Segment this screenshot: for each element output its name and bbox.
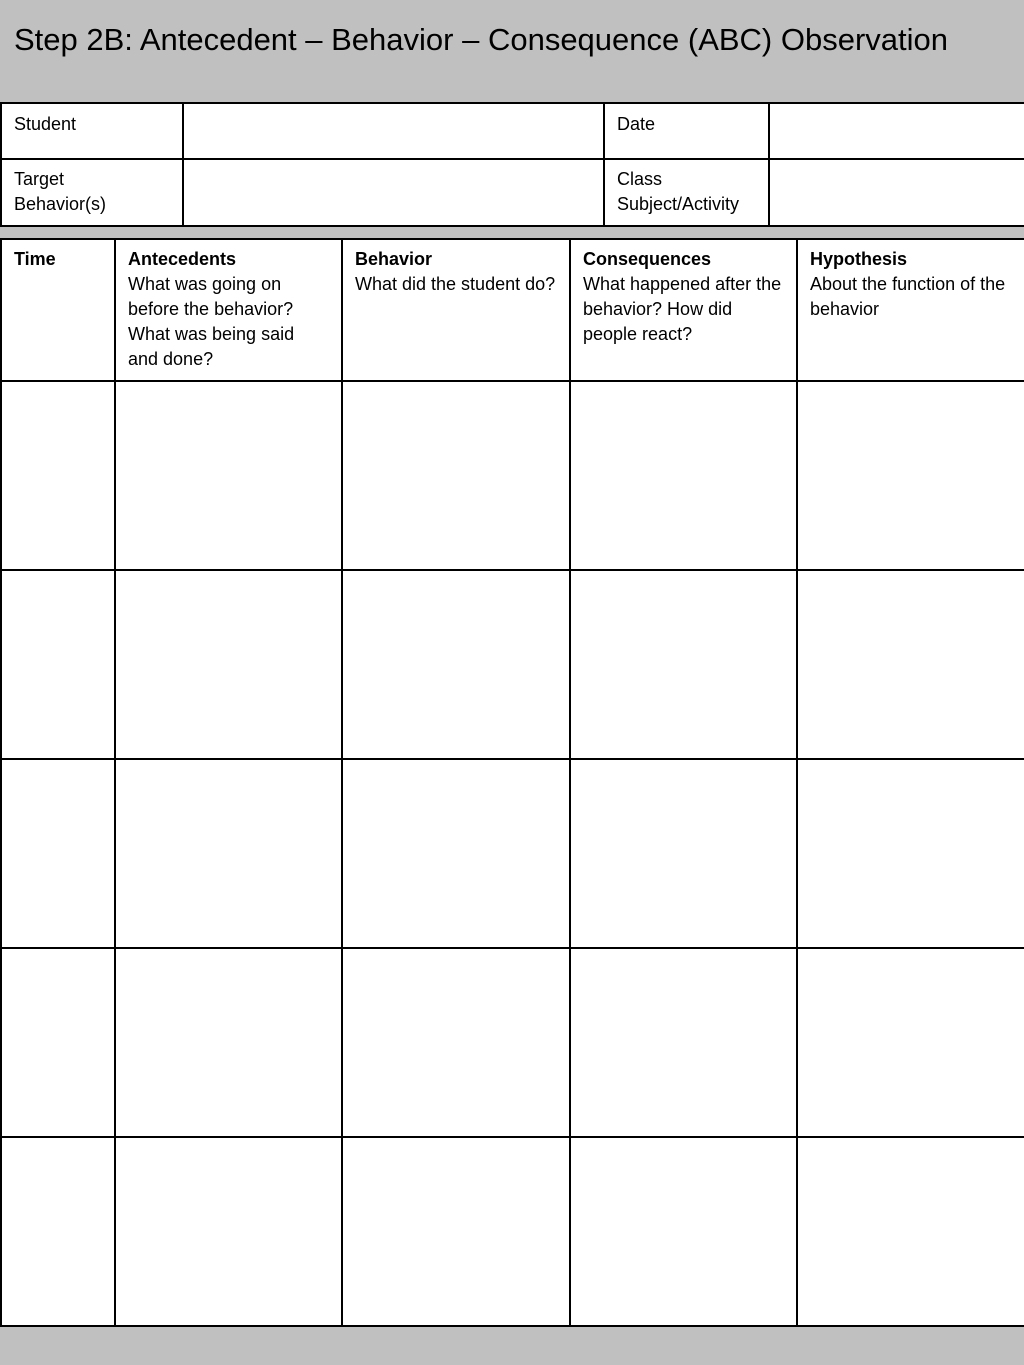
antecedents-cell[interactable] [115, 381, 342, 570]
table-row [1, 381, 1024, 570]
antecedents-cell[interactable] [115, 759, 342, 948]
header-row [1, 239, 1024, 381]
target-behavior-field[interactable] [183, 159, 604, 226]
table-row [1, 570, 1024, 759]
column-header-consequences [570, 239, 797, 381]
abc-observation-table [0, 238, 1024, 1327]
student-label: Student [1, 103, 183, 159]
time-cell[interactable] [1, 759, 115, 948]
student-field[interactable] [183, 103, 604, 159]
time-cell[interactable] [1, 570, 115, 759]
column-title: Consequences [583, 249, 712, 269]
table-row [1, 1137, 1024, 1326]
hypothesis-cell[interactable] [797, 759, 1024, 948]
date-field[interactable] [769, 103, 1024, 159]
time-cell[interactable] [1, 1137, 115, 1326]
hypothesis-cell[interactable] [797, 570, 1024, 759]
column-title: Antecedents [128, 249, 237, 269]
consequences-cell[interactable] [570, 759, 797, 948]
column-description: What happened after the behavior? How did people react? [583, 274, 782, 344]
hypothesis-cell[interactable] [797, 381, 1024, 570]
column-description: What did the student do? [355, 274, 556, 294]
column-description: About the function of the behavior [810, 274, 1006, 319]
behavior-cell[interactable] [342, 381, 570, 570]
target-behavior-label-line1: Target [14, 169, 65, 189]
time-cell[interactable] [1, 948, 115, 1137]
behavior-cell[interactable] [342, 759, 570, 948]
column-header-behavior [342, 239, 570, 381]
student-info-table [0, 102, 1024, 227]
class-activity-label-line1: Class [617, 169, 663, 189]
antecedents-cell[interactable] [115, 1137, 342, 1326]
table-row [1, 759, 1024, 948]
column-title: Behavior [355, 249, 433, 269]
page-title: Step 2B: Antecedent – Behavior – Consequence (ABC) Observation [14, 22, 949, 57]
table-row [1, 948, 1024, 1137]
class-activity-field[interactable] [769, 159, 1024, 226]
column-title: Hypothesis [810, 249, 908, 269]
behavior-cell[interactable] [342, 948, 570, 1137]
class-activity-label-line2: Subject/Activity [617, 194, 740, 214]
hypothesis-cell[interactable] [797, 1137, 1024, 1326]
hypothesis-cell[interactable] [797, 948, 1024, 1137]
column-description: What was going on before the behavior? What was being said and done? [128, 274, 295, 369]
consequences-cell[interactable] [570, 570, 797, 759]
column-header-hypothesis [797, 239, 1024, 381]
target-behavior-label [1, 159, 183, 226]
consequences-cell[interactable] [570, 381, 797, 570]
antecedents-cell[interactable] [115, 948, 342, 1137]
target-behavior-label-line2: Behavior(s) [14, 194, 107, 214]
class-activity-label [604, 159, 769, 226]
column-header-time [1, 239, 115, 381]
antecedents-cell[interactable] [115, 570, 342, 759]
consequences-cell[interactable] [570, 1137, 797, 1326]
behavior-cell[interactable] [342, 570, 570, 759]
time-cell[interactable] [1, 381, 115, 570]
date-label: Date [604, 103, 769, 159]
column-title: Time [14, 249, 56, 269]
consequences-cell[interactable] [570, 948, 797, 1137]
column-header-antecedents [115, 239, 342, 381]
behavior-cell[interactable] [342, 1137, 570, 1326]
